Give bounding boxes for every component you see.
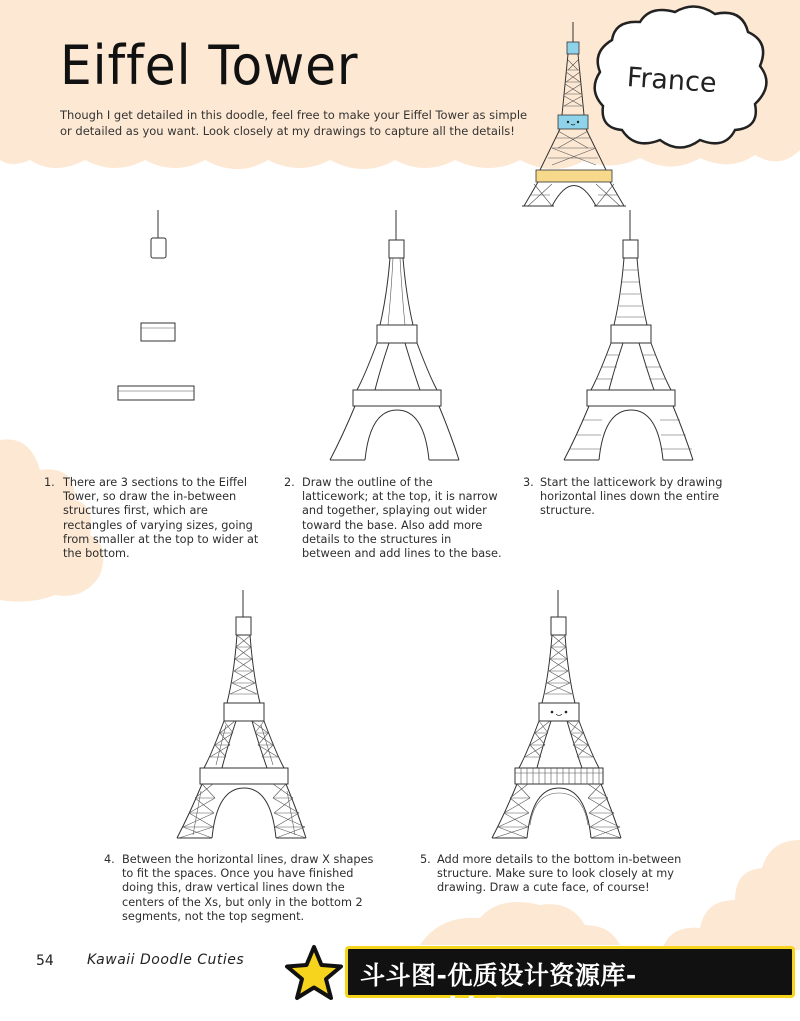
intro-paragraph: Though I get detailed in this doodle, feel free to make your Eiffel Tower as simple or detailed as you want. Look closely at my drawings to capture all the details!: [60, 108, 528, 138]
step-5: [420, 853, 692, 896]
book-title: Kawaii Doodle Cuties: [87, 952, 245, 968]
step-4: [104, 853, 376, 924]
step-text: Start the latticework by drawing horizontal lines down the entire structure.: [540, 476, 723, 518]
step-number: 5.: [420, 853, 431, 866]
step-2: [284, 476, 502, 561]
page-title: Eiffel Tower: [60, 34, 359, 97]
step-number: 3.: [523, 476, 534, 489]
step-3-drawing: [560, 205, 700, 465]
step-1-drawing: [110, 205, 210, 405]
page-number: 54: [36, 953, 54, 969]
step-1: [44, 476, 266, 561]
country-label: France: [625, 62, 718, 100]
step-text: There are 3 sections to the Eiffel Tower, so draw the in-between structures first, which are rectangles of varying sizes, going from smaller at the top to wider at the bottom.: [63, 476, 259, 561]
step-5-drawing: [490, 585, 625, 845]
step-number: 1.: [44, 476, 55, 489]
watermark-text[interactable]: 斗斗图-优质设计资源库-www.ddotu.com: [360, 961, 637, 1021]
step-3: [523, 476, 733, 519]
step-2-drawing: [325, 205, 465, 465]
star-icon: [283, 944, 345, 1002]
header-eiffel-tower-illustration: [520, 20, 630, 210]
step-number: 2.: [284, 476, 295, 489]
step-number: 4.: [104, 853, 115, 866]
step-text: Between the horizontal lines, draw X shapes to fit the spaces. Once you have finished doing this, draw vertical lines down the centers of the Xs, but only in the bottom 2 segments, not the top segment.: [122, 853, 374, 923]
step-4-drawing: [175, 585, 310, 845]
bottom-mound: [420, 902, 620, 945]
step-text: Add more details to the bottom in-between structure. Make sure to look closely at my drawing. Draw a cute face, of course!: [437, 853, 682, 895]
step-text: Draw the outline of the latticework; at the top, it is narrow and together, splaying out wider toward the base. Also add more details to the structures in between and add lines to the base.: [302, 476, 502, 561]
